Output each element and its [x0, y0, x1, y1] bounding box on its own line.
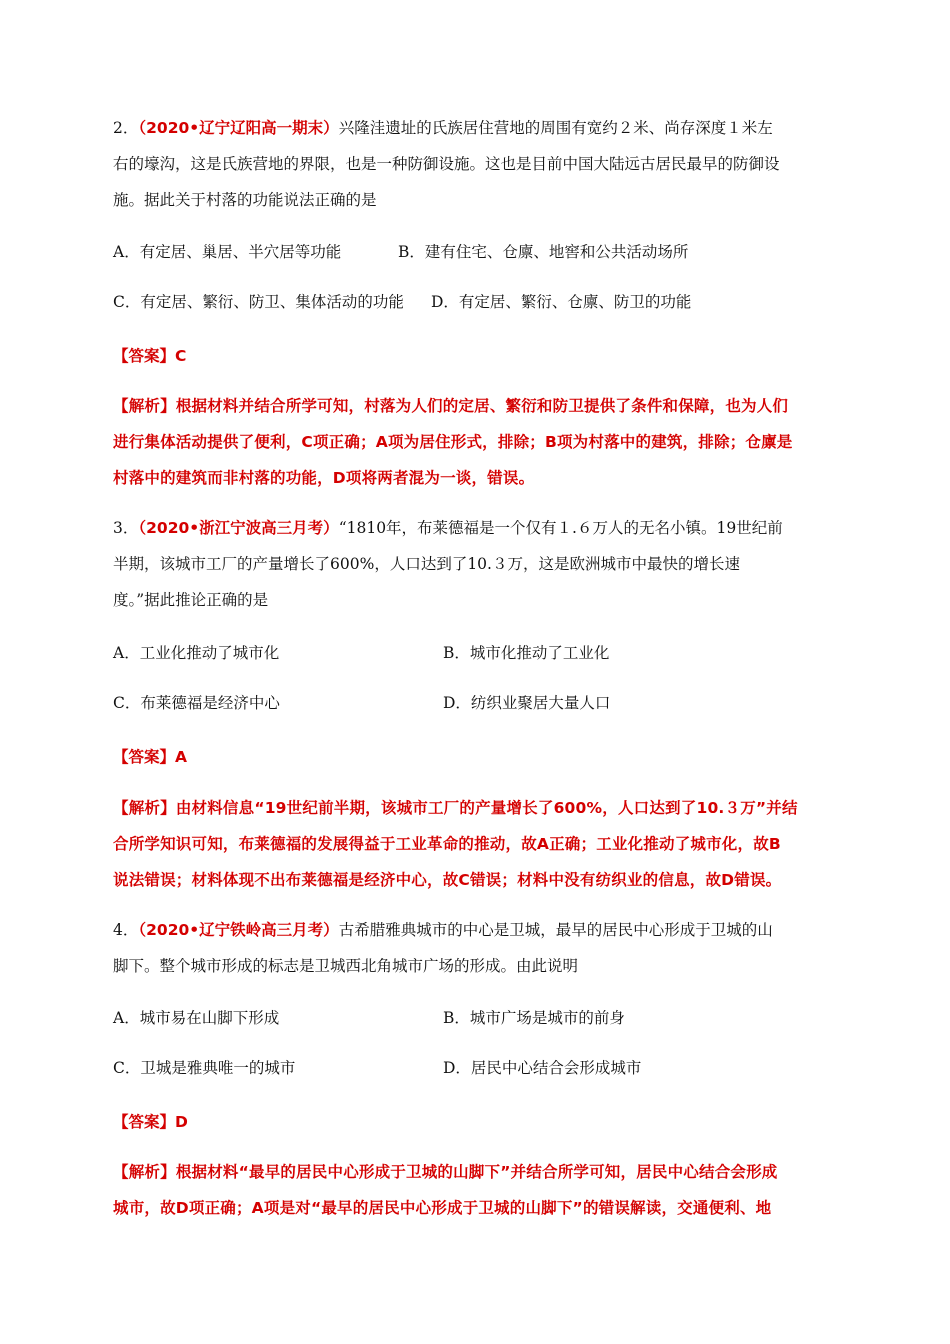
question-4-option-c[interactable]: C．卫城是雅典唯一的城市 [113, 1059, 296, 1077]
question-2-explanation-line3: 村落中的建筑而非村落的功能，D项将两者混为一谈，错误。 [113, 469, 535, 487]
question-2-explanation-label: 【解析】 [113, 397, 176, 415]
question-4-option-b[interactable]: B．城市广场是城市的前身 [443, 1009, 625, 1027]
question-3-explanation [113, 790, 838, 898]
question-4-option-a[interactable]: A．城市易在山脚下形成 [113, 1009, 280, 1027]
question-2-option-c[interactable]: C．有定居、繁衍、防卫、集体活动的功能 [113, 293, 404, 311]
question-4-option-d[interactable]: D．居民中心结合会形成城市 [443, 1059, 642, 1077]
question-3-options-row2 [113, 688, 853, 718]
question-2-options-row2 [113, 287, 853, 317]
question-3-explanation-line3: 说法错误；材料体现不出布莱德福是经济中心，故C错误；材料中没有纺织业的信息，故D错误。 [113, 871, 782, 889]
question-2-stem-line3: 施。据此关于村落的功能说法正确的是 [113, 191, 377, 209]
question-3-option-c[interactable]: C．布莱德福是经济中心 [113, 694, 280, 712]
question-3-stem-line2: 半期，该城市工厂的产量增长了600%，人口达到了10.３万，这是欧洲城市中最快的增长速 [113, 555, 740, 573]
question-2-option-a[interactable]: A．有定居、巢居、半穴居等功能 [113, 243, 342, 261]
question-3-explanation-line2: 合所学知识可知，布莱德福的发展得益于工业革命的推动，故A正确；工业化推动了城市化，故B [113, 835, 781, 853]
question-3-stem-line3: 度。”据此推论正确的是 [113, 591, 269, 609]
question-2-source: （2020•辽宁辽阳高一期末） [138, 119, 339, 137]
question-4-explanation-label: 【解析】 [113, 1163, 176, 1181]
question-3-options-row1 [113, 638, 853, 668]
question-3-option-b[interactable]: B．城市化推动了工业化 [443, 644, 610, 662]
question-4-stem [113, 912, 838, 984]
question-2-stem-line2: 右的壕沟，这是氏族营地的界限，也是一种防御设施。这也是目前中国大陆远古居民最早的防御设 [113, 155, 780, 173]
question-3-answer-value: A [175, 748, 188, 766]
question-3-option-a[interactable]: A．工业化推动了城市化 [113, 644, 280, 662]
question-2-explanation-line1: 根据材料并结合所学可知，村落为人们的定居、繁衍和防卫提供了条件和保障，也为人们 [175, 397, 789, 415]
question-4-answer [113, 1104, 838, 1140]
question-2-stem [113, 110, 838, 218]
question-3-explanation-line1: 由材料信息“19世纪前半期，该城市工厂的产量增长了600%，人口达到了10.３万”并结 [175, 799, 798, 817]
question-2-option-b[interactable]: B．建有住宅、仓廪、地窖和公共活动场所 [398, 243, 689, 261]
question-4-explanation-line2: 城市，故D项正确；A项是对“最早的居民中心形成于卫城的山脚下”的错误解读，交通便利、地 [113, 1199, 772, 1217]
question-3-stem [113, 510, 838, 618]
question-4-explanation-line1: 根据材料“最早的居民中心形成于卫城的山脚下”并结合所学可知，居民中心结合会形成 [175, 1163, 778, 1181]
question-4-source: （2020•辽宁铁岭高三月考） [138, 921, 339, 939]
question-4-answer-label: 【答案】 [113, 1113, 176, 1131]
question-2-answer-value: C [175, 347, 187, 365]
question-3-stem-line1: “1810年，布莱德福是一个仅有１.６万人的无名小镇。19世纪前 [338, 519, 783, 537]
question-3-source: （2020•浙江宁波高三月考） [138, 519, 339, 537]
question-3-explanation-label: 【解析】 [113, 799, 176, 817]
question-2-answer-label: 【答案】 [113, 347, 176, 365]
question-2-stem-line1: 兴隆洼遗址的氏族居住营地的周围有宽约２米、尚存深度１米左 [338, 119, 773, 137]
question-4-options-row1 [113, 1003, 853, 1033]
question-3-answer-label: 【答案】 [113, 748, 176, 766]
question-2-explanation-line2: 进行集体活动提供了便利，C项正确；A项为居住形式，排除；B项为村落中的建筑，排除；仓廪是 [113, 433, 793, 451]
question-4-options-row2 [113, 1053, 853, 1083]
question-2-option-d[interactable]: D．有定居、繁衍、仓廪、防卫的功能 [431, 293, 692, 311]
question-4-number: 4． [113, 921, 139, 939]
question-3-number: 3． [113, 519, 139, 537]
question-2-answer [113, 338, 838, 374]
question-4-stem-line1: 古希腊雅典城市的中心是卫城，最早的居民中心形成于卫城的山 [338, 921, 773, 939]
question-2-number: 2． [113, 119, 139, 137]
question-2-explanation [113, 388, 838, 496]
question-3-option-d[interactable]: D．纺织业聚居大量人口 [443, 694, 611, 712]
question-2-options-row1 [113, 237, 853, 267]
question-4-stem-line2: 脚下。整个城市形成的标志是卫城西北角城市广场的形成。由此说明 [113, 957, 579, 975]
question-4-explanation [113, 1154, 838, 1226]
question-4-answer-value: D [175, 1113, 188, 1131]
question-3-answer [113, 739, 838, 775]
